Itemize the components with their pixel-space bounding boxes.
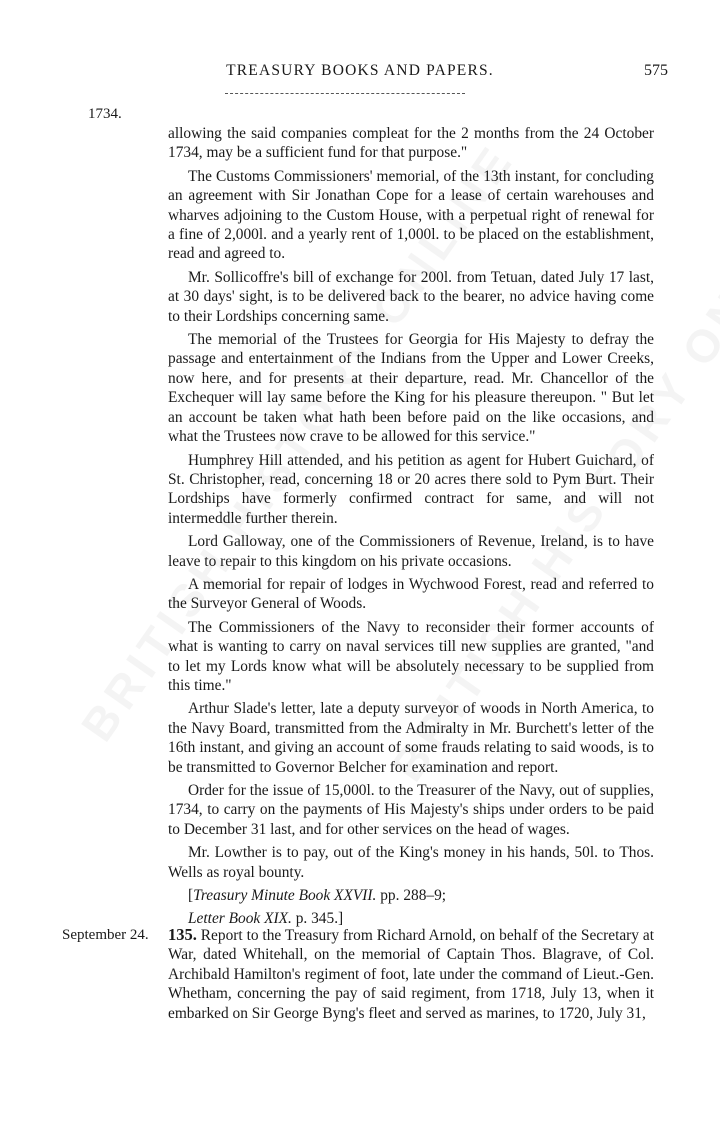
paragraph: The memorial of the Trustees for Georgia for His Majesty to defray the passage and entertainment of the Indians from the Upper and Lower Creeks, now here, and for presents at their departure, read. Mr. Chancellor of the Exchequer will lay same before the King for his pleasure thereupon. " But let an account be taken what hath been before paid on the like occasions, and what the Trustees now crave to be allowed for this service."	[168, 331, 654, 446]
margin-entry-date: September 24.	[62, 927, 149, 943]
minute-entries	[168, 124, 654, 933]
paragraph: A memorial for repair of lodges in Wychwood Forest, read and referred to the Surveyor General of Woods.	[168, 575, 654, 613]
citation-source: Treasury Minute Book XXVII.	[193, 887, 377, 905]
paragraph: Mr. Lowther is to pay, out of the King's money in his hands, 50l. to Thos. Wells as royal bounty.	[168, 844, 654, 881]
paragraph: Lord Galloway, one of the Commissioners of Revenue, Ireland, is to have leave to repair to this kingdom on his private occasions.	[168, 533, 654, 570]
paragraph: Humphrey Hill attended, and his petition as agent for Hubert Guichard, of St. Christopher, read, concerning 18 or 20 acres there sold to Pym Burt. Their Lordships have formerly confirmed contract for same, and will not intermeddle further therein.	[168, 451, 654, 527]
page-number: 575	[644, 62, 668, 79]
paragraph: Order for the issue of 15,000l. to the Treasurer of the Navy, out of supplies, 1734, to carry on the payments of His Majesty's ships under orders to be paid to December 31 last, and for other services on the head of wages.	[168, 782, 654, 838]
citation-line-1: [Treasury Minute Book XXVII. pp. 288–9;	[188, 887, 447, 905]
margin-year: 1734.	[88, 106, 122, 122]
citation-source: Letter Book XIX.	[188, 910, 292, 928]
citation-pages: pp. 288–9;	[380, 887, 447, 905]
paragraph: Arthur Slade's letter, late a deputy surveyor of woods in North America, to the Navy Board, transmitted from the Admiralty in Mr. Burchett's letter of the 16th instant, and giving an account of some frauds relating to said woods, is to be transmitted to Governor Belcher for examination and report.	[168, 700, 654, 776]
running-header-title: TREASURY BOOKS AND PAPERS.	[226, 62, 494, 79]
paragraph: The Commissioners of the Navy to reconsider their former accounts of what is wanting to carry on naval services till new supplies are granted, "and to let my Lords know what will be absolutely necessary to be supplied from this time."	[168, 618, 654, 694]
paragraph: The Customs Commissioners' memorial, of the 13th instant, for concluding an agreement with Sir Jonathan Cope for a lease of certain warehouses and wharves adjoining to the Custom House, with a perpetual right of renewal for a fine of 2,000l. and a yearly rent of 1,000l. to be placed on the establishment, read and agreed to.	[168, 167, 654, 263]
citation-pages: p. 345.]	[295, 910, 344, 928]
paragraph: allowing the said companies compleat for the 2 months from the 24 October 1734, may be a sufficient fund for that purpose."	[168, 125, 654, 162]
entry-135	[168, 925, 654, 1023]
entry-number: 135.	[168, 925, 197, 944]
entry-text: Report to the Treasury from Richard Arnold, on behalf of the Secretary at War, dated Whitehall, on the memorial of Captain Thos. Blagrave, of Col. Archibald Hamilton's regiment of foot, late under the command of Lieut.-Gen. Whetham, concerning the pay of said regiment, from 1718, July 13, when it embarked on Sir George Byng's fleet and served as marines, to 1720, July 31,	[168, 927, 654, 1022]
header-rule	[225, 93, 465, 94]
paragraph: Mr. Sollicoffre's bill of exchange for 200l. from Tetuan, dated July 17 last, at 30 days' sight, is to be delivered back to the bearer, no advice having come to their Lordships concerning same.	[168, 268, 654, 325]
